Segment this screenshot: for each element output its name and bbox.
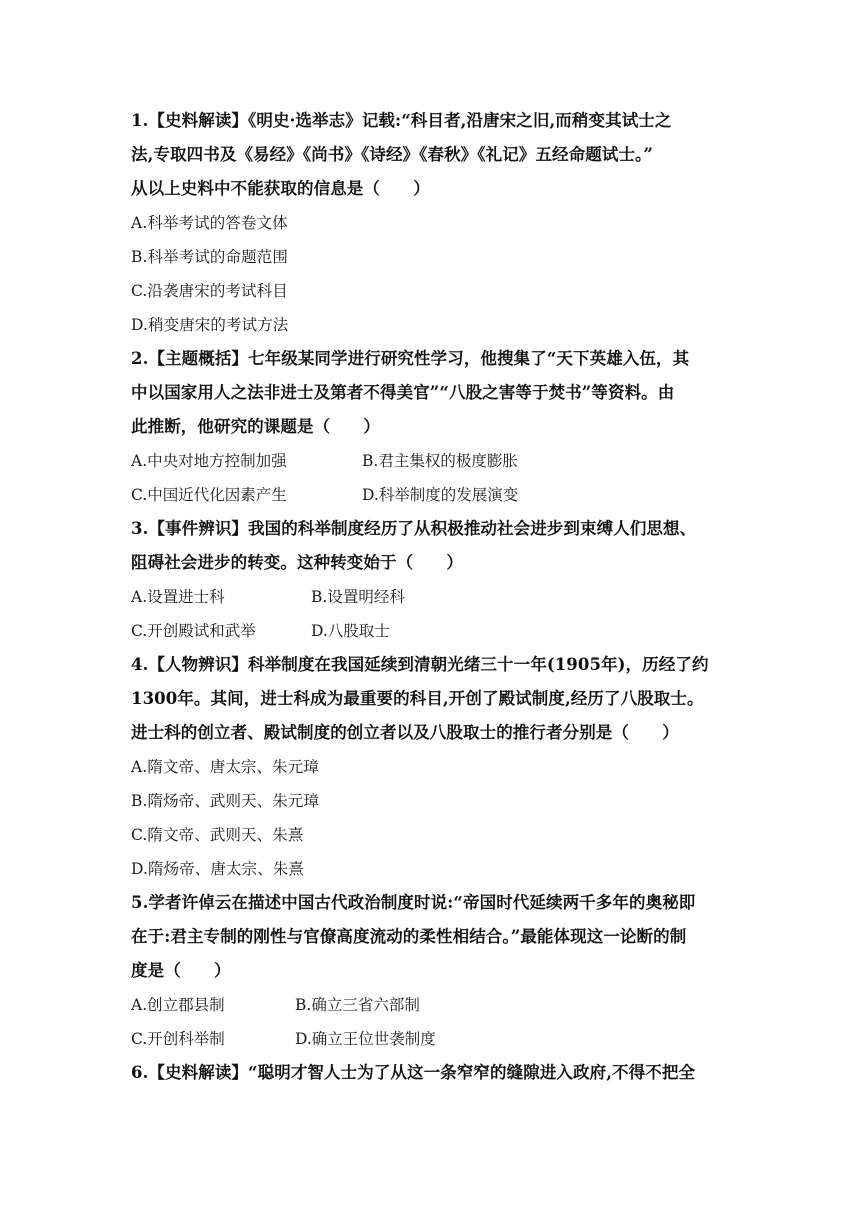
question-5: [131, 886, 733, 1056]
option-a: A.设置进士科: [131, 588, 225, 606]
option-a: A.中央对地方控制加强: [131, 452, 287, 470]
question-6: [131, 1056, 733, 1090]
question-stem-line: 阻碍社会进步的转变。这种转变始于（ ）: [131, 553, 463, 572]
option-row: [131, 444, 733, 478]
option-d: D.八股取士: [311, 622, 390, 640]
option-b: B.君主集权的极度膨胀: [362, 452, 518, 470]
option-d: D.隋炀帝、唐太宗、朱熹: [131, 860, 305, 878]
option-row: [131, 580, 733, 614]
document-page: [131, 104, 733, 1090]
option-b: B.隋炀帝、武则天、朱元璋: [131, 792, 320, 810]
question-stem-line: 5.学者许倬云在描述中国古代政治制度时说:“帝国时代延续两千多年的奥秘即: [131, 893, 696, 912]
option-d: D.确立王位世袭制度: [295, 1030, 436, 1048]
question-4: [131, 648, 733, 886]
question-stem-line: 进士科的创立者、殿试制度的创立者以及八股取士的推行者分别是（ ）: [131, 723, 679, 742]
option-a: A.隋文帝、唐太宗、朱元璋: [131, 758, 319, 776]
option-b: B.确立三省六部制: [295, 996, 420, 1014]
option-d: D.科举制度的发展演变: [362, 486, 519, 504]
option-b: B.科举考试的命题范围: [131, 248, 288, 266]
question-2: [131, 342, 733, 512]
question-stem-line: 1.【史料解读】《明史·选举志》记载:“科目者,沿唐宋之旧,而稍变其试士之: [131, 111, 672, 130]
option-a: A.创立郡县制: [131, 996, 225, 1014]
question-stem-line: 中以国家用人之法非进士及第者不得美官”“八股之害等于焚书”等资料。由: [131, 383, 675, 402]
question-1: [131, 104, 733, 342]
question-stem-line: 3.【事件辨识】我国的科举制度经历了从积极推动社会进步到束缚人们思想、: [131, 519, 697, 538]
option-c: C.中国近代化因素产生: [131, 486, 287, 504]
option-row: [131, 614, 733, 648]
option-c: C.开创殿试和武举: [131, 622, 256, 640]
question-stem-line: 6.【史料解读】“聪明才智人士为了从这一条窄窄的缝隙进入政府,不得不把全: [131, 1063, 696, 1082]
option-d: D.稍变唐宋的考试方法: [131, 316, 289, 334]
option-a: A.科举考试的答卷文体: [131, 214, 288, 232]
question-stem-line: 此推断，他研究的课题是（ ）: [131, 417, 380, 436]
option-c: C.沿袭唐宋的考试科目: [131, 282, 288, 300]
question-stem-line: 法,专取四书及《易经》《尚书》《诗经》《春秋》《礼记》五经命题试士。”: [131, 145, 653, 164]
option-row: [131, 1022, 733, 1056]
question-stem-line: 从以上史料中不能获取的信息是（ ）: [131, 179, 430, 198]
option-c: C.开创科举制: [131, 1030, 225, 1048]
option-b: B.设置明经科: [311, 588, 405, 606]
question-3: [131, 512, 733, 648]
option-row: [131, 478, 733, 512]
question-stem-line: 1300年。其间，进士科成为最重要的科目,开创了殿试制度,经历了八股取士。: [131, 689, 704, 708]
question-stem-line: 在于:君主专制的刚性与官僚高度流动的柔性相结合。”最能体现这一论断的制: [131, 927, 687, 946]
question-stem-line: 2.【主题概括】七年级某同学进行研究性学习，他搜集了“天下英雄入伍，其: [131, 349, 690, 368]
question-stem-line: 度是（ ）: [131, 961, 231, 980]
question-stem-line: 4.【人物辨识】科举制度在我国延续到清朝光绪三十一年(1905年)，历经了约: [131, 655, 709, 674]
option-c: C.隋文帝、武则天、朱熹: [131, 826, 304, 844]
option-row: [131, 988, 733, 1022]
